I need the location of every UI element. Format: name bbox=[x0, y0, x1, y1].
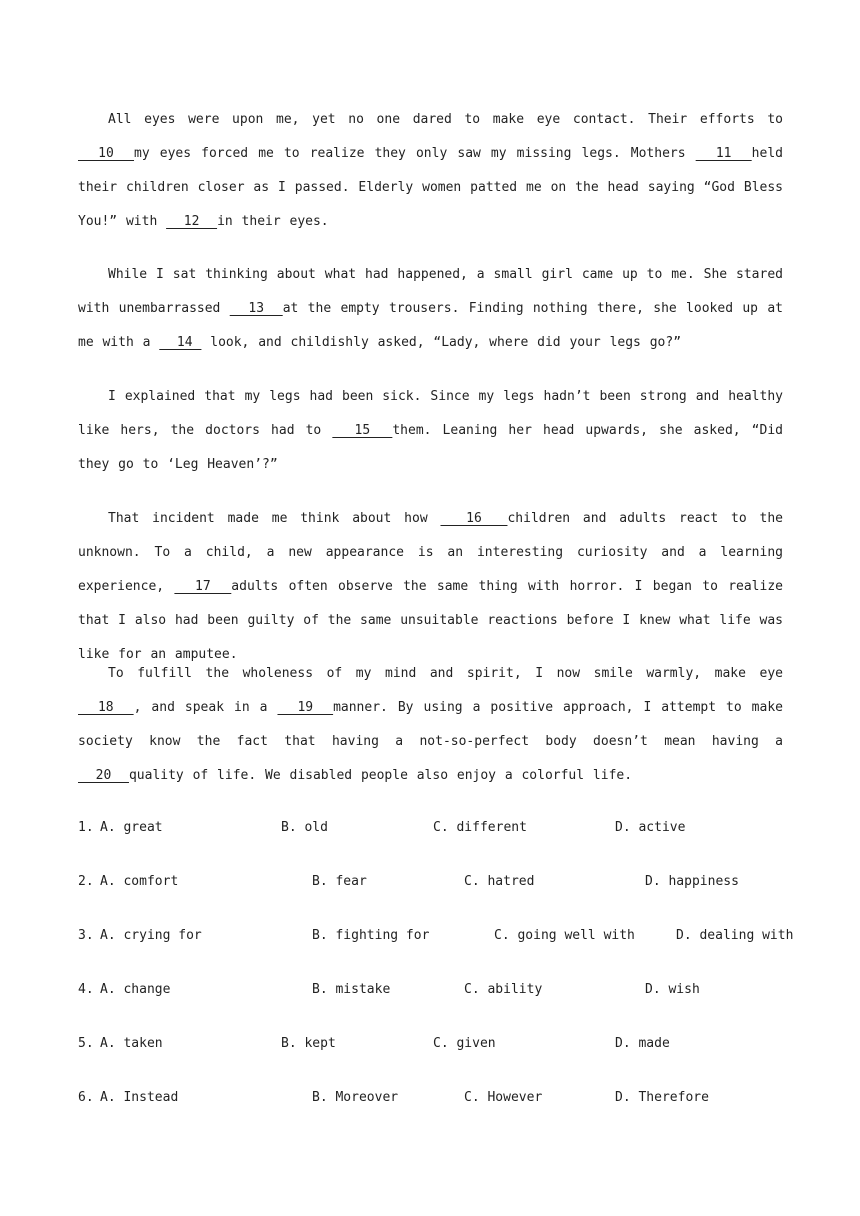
passage-text: held their children closer as I passed. Elderly women patted me on the head saying “God Bless You!” with bbox=[78, 146, 783, 229]
passage-text: adults often observe the same thing with horror. I began to realize that I also had been guilty of the same unsuitable reactions before I knew what life was like for an amputee. bbox=[78, 579, 783, 662]
question-number: 1. bbox=[78, 820, 94, 835]
passage-paragraph bbox=[78, 657, 783, 793]
answer-option: C. going well with bbox=[494, 928, 635, 943]
answer-option: B. fear bbox=[312, 874, 367, 889]
question-number: 6. bbox=[78, 1090, 94, 1105]
question-number: 3. bbox=[78, 928, 94, 943]
answer-blank: 14 bbox=[159, 335, 202, 350]
answer-option: D. Therefore bbox=[615, 1090, 709, 1105]
answer-option: A. Instead bbox=[100, 1090, 179, 1105]
question-number: 4. bbox=[78, 982, 94, 997]
answer-blank: 19 bbox=[277, 700, 334, 715]
answer-option: C. different bbox=[433, 820, 527, 835]
answer-option: B. fighting for bbox=[312, 928, 430, 943]
answer-blank: 10 bbox=[78, 146, 135, 161]
answer-option: A. great bbox=[100, 820, 163, 835]
passage-text: , and speak in a bbox=[133, 700, 278, 715]
answer-option: B. kept bbox=[281, 1036, 336, 1051]
passage-paragraph bbox=[78, 103, 783, 239]
answer-option: D. wish bbox=[645, 982, 700, 997]
passage-text: at the empty trousers. Finding nothing there, she looked up at me with a bbox=[78, 301, 783, 350]
answer-option: D. active bbox=[615, 820, 686, 835]
answer-blank: 20 bbox=[78, 768, 129, 783]
passage-paragraph bbox=[78, 380, 783, 482]
answer-option: C. hatred bbox=[464, 874, 535, 889]
passage-paragraph bbox=[78, 258, 783, 360]
answer-option: C. However bbox=[464, 1090, 543, 1105]
passage-text: look, and childishly asked, “Lady, where did your legs go?” bbox=[201, 335, 682, 350]
answer-blank: 11 bbox=[695, 146, 752, 161]
answer-blank: 16 bbox=[440, 511, 508, 526]
passage-text: While I sat thinking about what had happened, a small girl came up to me. She stared with unembarrassed bbox=[78, 267, 783, 316]
answer-option: A. taken bbox=[100, 1036, 163, 1051]
passage-text: To fulfill the wholeness of my mind and spirit, I now smile warmly, make eye bbox=[108, 666, 783, 681]
passage-paragraph bbox=[78, 502, 783, 672]
passage-text: manner. By using a positive approach, I attempt to make society know the fact that having a not-so-perfect body doesn’t mean having a bbox=[78, 700, 783, 749]
question-number: 2. bbox=[78, 874, 94, 889]
passage-text: children and adults react to the unknown. To a child, a new appearance is an interesting curiosity and a learning experience, bbox=[78, 511, 783, 594]
passage-text: That incident made me think about how bbox=[108, 511, 441, 526]
answer-option: B. Moreover bbox=[312, 1090, 399, 1105]
answer-option: A. comfort bbox=[100, 874, 179, 889]
answer-blank: 15 bbox=[332, 423, 393, 438]
answer-blank: 17 bbox=[174, 579, 232, 594]
passage-text: in their eyes. bbox=[217, 214, 329, 229]
answer-option: D. made bbox=[615, 1036, 670, 1051]
answer-option: D. dealing with bbox=[676, 928, 794, 943]
answer-option: D. happiness bbox=[645, 874, 739, 889]
answer-blank: 13 bbox=[229, 301, 283, 316]
passage-text: them. Leaning her head upwards, she asked, “Did they go to ‘Leg Heaven’?” bbox=[78, 423, 783, 472]
answer-option: B. mistake bbox=[312, 982, 391, 997]
passage-text: quality of life. We disabled people also enjoy a colorful life. bbox=[128, 768, 633, 783]
passage-text: All eyes were upon me, yet no one dared to make eye contact. Their efforts to bbox=[108, 112, 783, 127]
answer-option: C. given bbox=[433, 1036, 496, 1051]
answer-option: C. ability bbox=[464, 982, 543, 997]
answer-option: A. change bbox=[100, 982, 171, 997]
passage-text: I explained that my legs had been sick. Since my legs hadn’t been strong and healthy like hers, the doctors had to bbox=[78, 389, 783, 438]
answer-option: B. old bbox=[281, 820, 328, 835]
question-number: 5. bbox=[78, 1036, 94, 1051]
answer-blank: 12 bbox=[166, 214, 218, 229]
answer-option: A. crying for bbox=[100, 928, 202, 943]
answer-blank: 18 bbox=[78, 700, 134, 715]
passage-text: my eyes forced me to realize they only saw my missing legs. Mothers bbox=[134, 146, 696, 161]
